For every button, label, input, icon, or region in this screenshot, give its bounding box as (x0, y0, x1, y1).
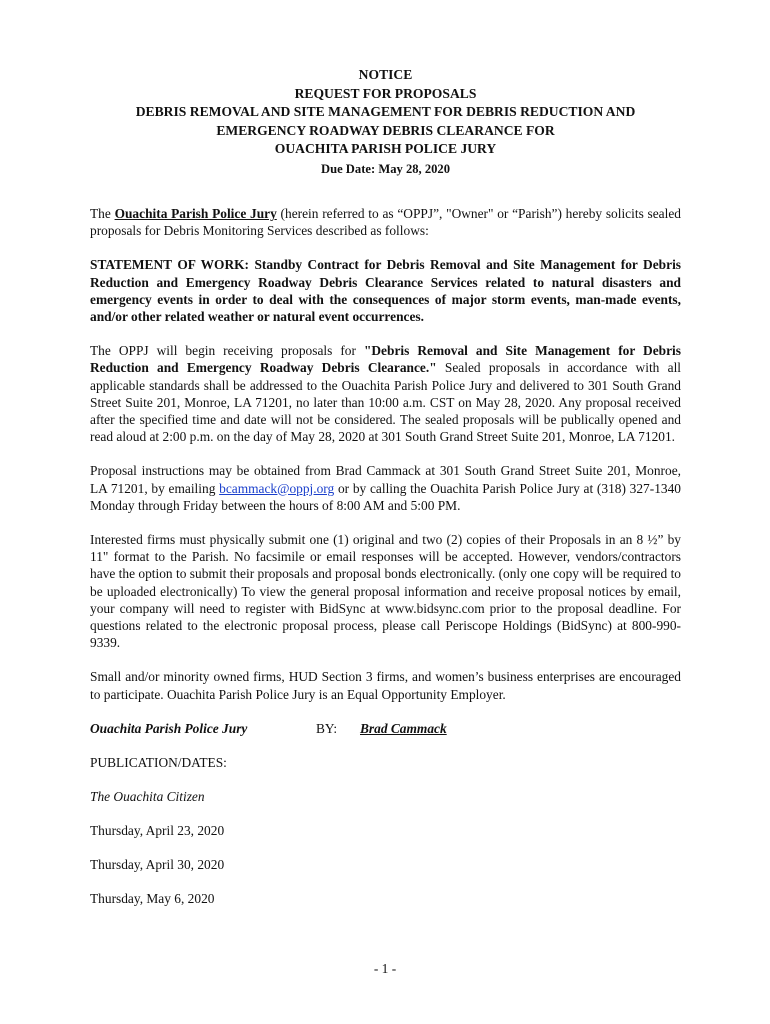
email-link[interactable]: bcammack@oppj.org (219, 480, 335, 496)
title-line-1: DEBRIS REMOVAL AND SITE MANAGEMENT FOR DEBRIS REDUCTION AND (135, 104, 636, 119)
receiving-post: Sealed proposals in accordance with all applicable standards shall be addressed to the Ouachita Parish Police Jury and delivered to 301 South Grand Street Suite 201, Monroe, LA 71201, no later than 10:00 a.m. CST on May 28, 2020. Any proposal received after the specified time and date will not be considered. The sealed proposals will be publically opened and read aloud at 2:00 p.m. on the day of May 28, 2020 at 301 South Grand Street Suite 201, Monroe, LA 71201. (90, 360, 682, 445)
title-line-3: OUACHITA PARISH POLICE JURY (274, 141, 497, 156)
statement-of-work: STATEMENT OF WORK: Standby Contract for Debris Removal and Site Management for Debris Reduction and Emergency Roadway Debris Clearance Services related to natural disasters and emergency events in order to deal with the consequences of major storm events, man-made events, and/or other related weather or natural event occurrences. (90, 257, 681, 325)
notice-header (90, 66, 681, 178)
page-number: - 1 - (373, 961, 397, 976)
receiving-paragraph (90, 342, 681, 445)
instructions-post: or by calling the Ouachita Parish Police Jury at (318) 327-1340 Monday through Friday between the hours of 8:00 AM and 5:00 PM. (90, 480, 681, 513)
publication-date: Thursday, April 23, 2020 (90, 822, 225, 838)
intro-pre: The (90, 206, 115, 221)
notice-label: NOTICE (358, 67, 413, 82)
signature-org: Ouachita Parish Police Jury (90, 720, 248, 736)
title-line-2: EMERGENCY ROADWAY DEBRIS CLEARANCE FOR (216, 122, 555, 138)
small-business-paragraph: Small and/or minority owned firms, HUD Section 3 firms, and women’s business enterprises are encouraged to participate. Ouachita Parish Police Jury is an Equal Opportunity Employer. (90, 669, 681, 702)
due-date: Due Date: May 28, 2020 (320, 161, 451, 176)
instructions-pre: Proposal instructions may be obtained from Brad Cammack at 301 South Grand Street Suite 201, Monroe, LA 71201, by emailing (90, 463, 681, 496)
publication-date: Thursday, May 6, 2020 (90, 890, 215, 906)
submission-paragraph: Interested firms must physically submit one (1) original and two (2) copies of their Proposals in an 8 ½” by 11" format to the Parish. No facsimile or email responses will be accepted. However, vendors/contractors have the option to submit their proposals and proposal bonds electronically. (only one copy will be required to be uploaded electronically) To view the general proposal information and receive proposal notices by email, your company will need to register with BidSync at www.bidsync.com prior to the proposal deadline. For questions related to the electronic proposal process, please call Periscope Holdings (BidSync) at 800-990-9339. (90, 532, 681, 651)
signature-name: Brad Cammack (360, 720, 447, 736)
signature-by: BY: (316, 720, 338, 736)
notice-document (90, 66, 681, 907)
publication-label: PUBLICATION/DATES: (90, 754, 227, 770)
receiving-pre: The OPPJ will begin receiving proposals for (90, 343, 364, 359)
intro-org-name: Ouachita Parish Police Jury (114, 206, 277, 221)
publication-paper: The Ouachita Citizen (90, 788, 205, 804)
publication-date: Thursday, April 30, 2020 (90, 856, 225, 872)
intro-paragraph (90, 205, 681, 239)
rfp-label: REQUEST FOR PROPOSALS (294, 85, 477, 101)
signature-line (90, 720, 681, 737)
intro-post: (herein referred to as “OPPJ”, "Owner" or “Parish”) hereby solicits sealed proposals for Debris Monitoring Services described as follows: (90, 206, 681, 239)
instructions-paragraph (90, 462, 681, 514)
receiving-project-title: "Debris Removal and Site Management for Debris Reduction and Emergency Roadway Debris Clearance." (90, 343, 681, 376)
